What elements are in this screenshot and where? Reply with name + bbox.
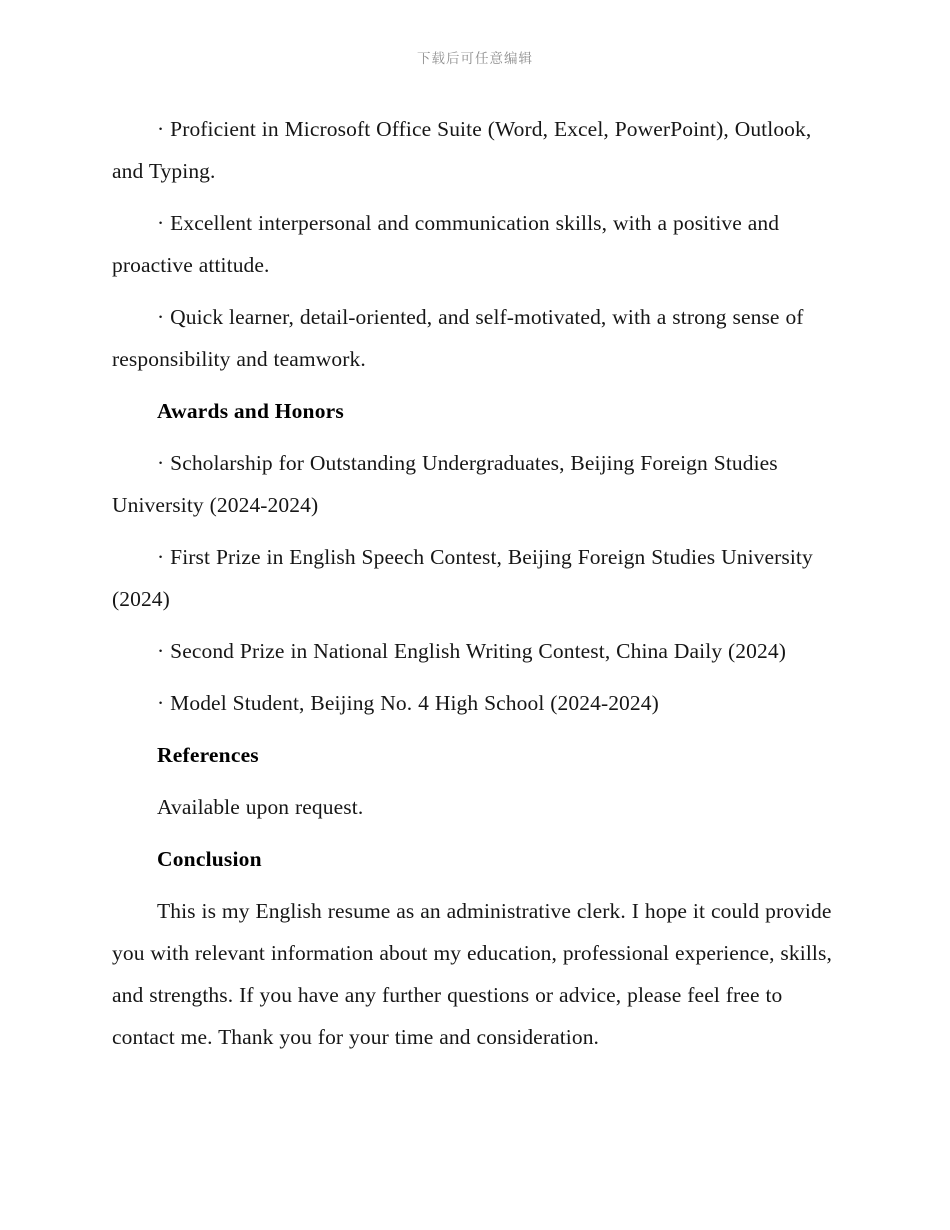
- spacer: [112, 880, 840, 890]
- award-bullet-4: · Model Student, Beijing No. 4 High School (2024-2024): [157, 691, 659, 715]
- page-header-watermark: 下载后可任意编辑: [417, 51, 533, 67]
- conclusion-body-text: This is my English resume as an administrative clerk. I hope it could provide you with relevant information about my education, professional experience, skills, and strengths. If you have any further questions or advice, please feel free to contact me. Thank you for your time and consideration.: [112, 899, 832, 1049]
- section-heading-awards-and-honors: Awards and Honors: [157, 399, 344, 423]
- spacer: [112, 828, 840, 838]
- spacer: [112, 620, 840, 630]
- spacer: [112, 286, 840, 296]
- spacer: [112, 526, 840, 536]
- section-heading-conclusion: Conclusion: [157, 847, 262, 871]
- spacer: [112, 724, 840, 734]
- skill-bullet-1: · Proficient in Microsoft Office Suite (Word, Excel, PowerPoint), Outlook, and Typing.: [112, 117, 812, 183]
- references-body-text: Available upon request.: [157, 795, 364, 819]
- award-bullet-1: · Scholarship for Outstanding Undergraduates, Beijing Foreign Studies University (2024-2024): [112, 451, 778, 517]
- spacer: [112, 672, 840, 682]
- award-bullet-3: · Second Prize in National English Writing Contest, China Daily (2024): [157, 639, 786, 663]
- spacer: [112, 380, 840, 390]
- spacer: [112, 432, 840, 442]
- document-body: [112, 108, 840, 1058]
- skill-bullet-3: · Quick learner, detail-oriented, and self-motivated, with a strong sense of responsibility and teamwork.: [112, 305, 804, 371]
- spacer: [112, 776, 840, 786]
- skill-bullet-2: · Excellent interpersonal and communication skills, with a positive and proactive attitude.: [112, 211, 780, 277]
- award-bullet-2: · First Prize in English Speech Contest, Beijing Foreign Studies University (2024): [112, 545, 813, 611]
- section-heading-references: References: [157, 743, 259, 767]
- spacer: [112, 192, 840, 202]
